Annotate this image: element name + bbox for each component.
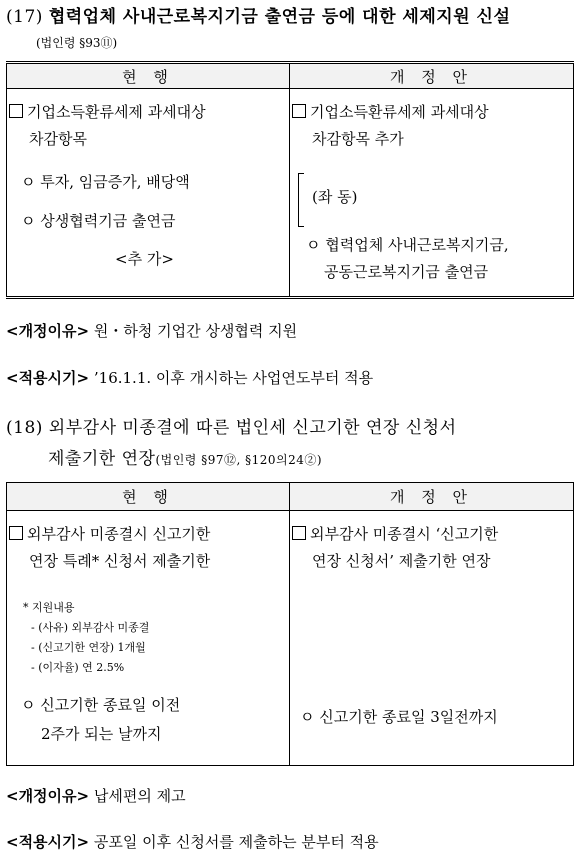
revised-item: 외부감사 미종결시 ‘신고기한 bbox=[292, 521, 498, 548]
current-item-line2: 연장 특례* 신청서 제출기한 bbox=[29, 552, 211, 570]
apply-text: 공포일 이후 신청서를 제출하는 분부터 적용 bbox=[93, 833, 379, 851]
revised-item-line2: 연장 신청서’ 제출기한 연장 bbox=[312, 552, 491, 570]
addition-marker: <추 가> bbox=[115, 250, 174, 268]
reason-text: 원・하청 기업간 상생협력 지원 bbox=[93, 322, 298, 340]
revised-sub-item: ㅇ 협력업체 사내근로복지기금, bbox=[306, 236, 509, 254]
footnote-title: * 지원내용 bbox=[23, 601, 75, 614]
section-17-number: (17) bbox=[6, 7, 43, 27]
reason-tag: <개정이유> bbox=[6, 787, 90, 805]
reason-text: 납세편의 제고 bbox=[93, 787, 186, 805]
revised-cell bbox=[290, 89, 574, 298]
section-17-ref: (법인령 §93⑪) bbox=[36, 36, 118, 50]
apply-17 bbox=[6, 367, 373, 388]
apply-18 bbox=[6, 831, 379, 852]
footnote-line: - (사유) 외부감사 미종결 bbox=[31, 621, 150, 634]
section-18-title: (18) 외부감사 미종결에 따른 법인세 신고기한 연장 신청서 bbox=[6, 418, 457, 438]
section-18-heading-end: 제출기한 연장 bbox=[48, 449, 156, 469]
revised-item: 기업소득환류세제 과세대상 bbox=[292, 99, 489, 126]
reason-17 bbox=[6, 320, 297, 341]
current-item: 기업소득환류세제 과세대상 bbox=[9, 99, 206, 126]
checkbox-square-icon bbox=[9, 526, 23, 540]
footnote-line: - (이자율) 연 2.5% bbox=[31, 661, 125, 674]
checkbox-square-icon bbox=[9, 104, 23, 118]
apply-tag: <적용시기> bbox=[6, 833, 90, 851]
apply-text: ’16.1.1. 이후 개시하는 사업연도부터 적용 bbox=[93, 369, 374, 387]
revised-cell bbox=[290, 511, 574, 766]
section-18-ref: (법인령 §97⑫, §120의24②) bbox=[155, 453, 323, 467]
current-sub-item: ㅇ 상생협력기금 출연금 bbox=[21, 212, 176, 230]
current-cell bbox=[7, 511, 290, 766]
current-sub-item-line2: 2주가 되는 날까지 bbox=[41, 725, 162, 743]
comparison-table-17 bbox=[6, 61, 574, 299]
footnote-line: - (신고기한 연장) 1개월 bbox=[31, 641, 146, 654]
reason-tag: <개정이유> bbox=[6, 322, 90, 340]
header-current: 현 행 bbox=[7, 63, 290, 89]
same-as-left: (좌 동) bbox=[312, 188, 358, 206]
section-17-heading: 협력업체 사내근로복지기금 출연금 등에 대한 세제지원 신설 bbox=[48, 7, 511, 27]
reason-18 bbox=[6, 785, 186, 806]
header-current: 현 행 bbox=[7, 483, 290, 511]
header-revised: 개 정 안 bbox=[290, 63, 574, 89]
comparison-table-18 bbox=[6, 482, 574, 766]
header-revised: 개 정 안 bbox=[290, 483, 574, 511]
current-item: 외부감사 미종결시 신고기한 bbox=[9, 521, 210, 548]
current-sub-item: ㅇ 신고기한 종료일 이전 bbox=[21, 696, 181, 714]
section-18-title-line2 bbox=[48, 444, 322, 469]
current-item-line2: 차감항목 bbox=[29, 130, 87, 148]
apply-tag: <적용시기> bbox=[6, 369, 90, 387]
checkbox-square-icon bbox=[292, 104, 306, 118]
current-sub-item: ㅇ 투자, 임금증가, 배당액 bbox=[21, 173, 190, 191]
current-cell bbox=[7, 89, 290, 298]
revised-sub-item: ㅇ 신고기한 종료일 3일전까지 bbox=[300, 708, 498, 726]
checkbox-square-icon bbox=[292, 526, 306, 540]
bracket-mark bbox=[298, 173, 304, 227]
revised-item-line2: 차감항목 추가 bbox=[312, 130, 404, 148]
section-17-title bbox=[6, 2, 510, 27]
revised-sub-item-line2: 공동근로복지기금 출연금 bbox=[324, 263, 489, 281]
